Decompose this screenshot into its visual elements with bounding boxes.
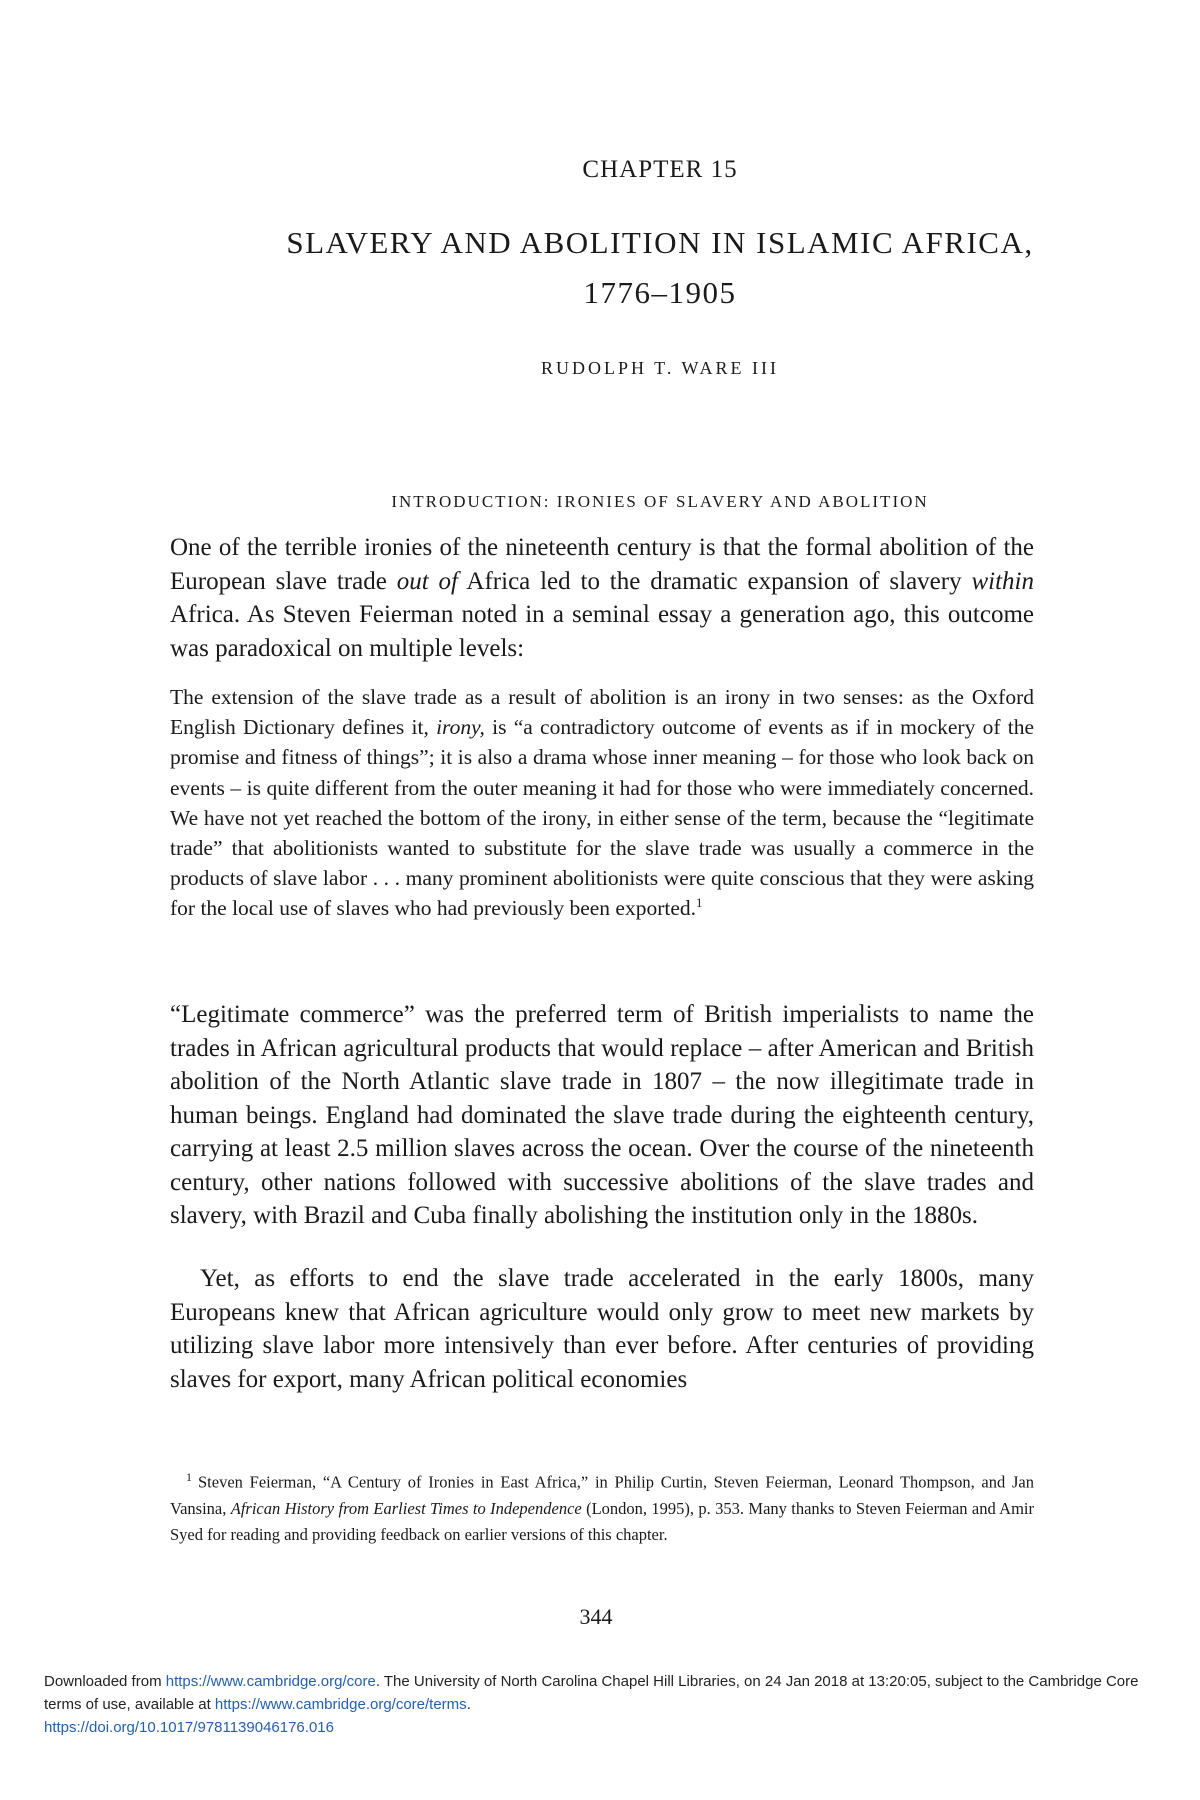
download-notice-middle: . The University of North Carolina Chapel Hill Libraries, on 24 Jan 2018 at 13:20:05, subject to the Cambridge Core terms of use, available at [44,1673,1139,1713]
footnote-reference[interactable]: 1 [696,895,703,911]
block-quote-part1: The extension of the slave trade as a result of abolition is an irony in two senses: as the Oxford English Dictionary defines it, [170,685,1034,740]
download-notice [44,1670,1174,1739]
paragraph-legitimate-commerce: “Legitimate commerce” was the preferred term of British imperialists to name the trades in African agricultural products that would replace – after American and British abolition of the North Atlantic slave trade in 1807 – the now illegitimate trade in human beings. England had dominated the slave trade during the eighteenth century, carrying at least 2.5 million slaves across the ocean. Over the course of the nineteenth century, other nations followed with successive abolitions of the slave trades and slavery, with Brazil and Cuba finally abolishing the institution only in the 1880s. [170,1001,1034,1229]
footnote-part2: (London, 1995), p. 353. Many thanks to Steven Feierman and Amir Syed for reading and providing feedback on earlier versions of this chapter. [170,1498,1034,1544]
paragraph-intro-emphasis-within: within [971,567,1034,595]
page-number: 344 [579,1604,613,1629]
chapter-label: CHAPTER 15 [582,156,738,183]
chapter-title-line1: SLAVERY AND ABOLITION IN ISLAMIC AFRICA, [286,225,1034,260]
doi-link[interactable]: https://doi.org/10.1017/9781139046176.016 [44,1719,334,1736]
section-heading: INTRODUCTION: IRONIES OF SLAVERY AND ABOLITION [391,492,929,511]
paragraph-intro-part1: One of the terrible ironies of the nineteenth century is that the formal abolition of the European slave trade [170,534,1034,595]
paragraph-efforts: Yet, as efforts to end the slave trade accelerated in the early 1800s, many Europeans knew that African agriculture would only grow to meet new markets by utilizing slave labor more intensively than ever before. After centuries of providing slaves for export, many African political economies [170,1265,1034,1393]
paragraph-intro [170,531,1034,665]
block-quote-part2: is “a contradictory outcome of events as if in mockery of the promise and fitness of things”; it is also a drama whose inner meaning – for those who look back on events – is quite different from the outer meaning it had for those who were immediately concerned. We have not yet reached the bottom of the irony, in either sense of the term, because the “legitimate trade” that abolitionists wanted to substitute for the slave trade was usually a commerce in the products of slave labor . . . many prominent abolitionists were quite conscious that they were asking for the local use of slaves who had previously been exported. [170,715,1035,921]
paragraph-intro-emphasis-out-of: out of [396,567,458,595]
cambridge-terms-link[interactable]: https://www.cambridge.org/core/terms [214,1696,467,1713]
cambridge-core-link[interactable]: https://www.cambridge.org/core [165,1673,376,1690]
paragraph-intro-part2: Africa led to the dramatic expansion of slavery [457,567,972,595]
paragraph-intro-part3: Africa. As Steven Feierman noted in a seminal essay a generation ago, this outcome was paradoxical on multiple levels: [170,601,1034,662]
block-quote [170,682,1034,924]
footnote [170,1464,1034,1548]
footnote-mark: 1 [186,1470,192,1484]
chapter-title-line2: 1776–1905 [583,274,737,310]
block-quote-emphasis-irony: irony, [436,715,485,740]
chapter-title [60,218,1200,317]
download-notice-period: . [466,1696,471,1713]
download-notice-prefix: Downloaded from [44,1673,166,1690]
footnote-part1: Steven Feierman, “A Century of Ironies in East Africa,” in Philip Curtin, Steven Feierman, Leonard Thompson, and Jan Vansina, [170,1472,1034,1518]
footnote-book-title: African History from Earliest Times to Independence [230,1498,582,1518]
chapter-author: RUDOLPH T. WARE III [541,358,779,378]
